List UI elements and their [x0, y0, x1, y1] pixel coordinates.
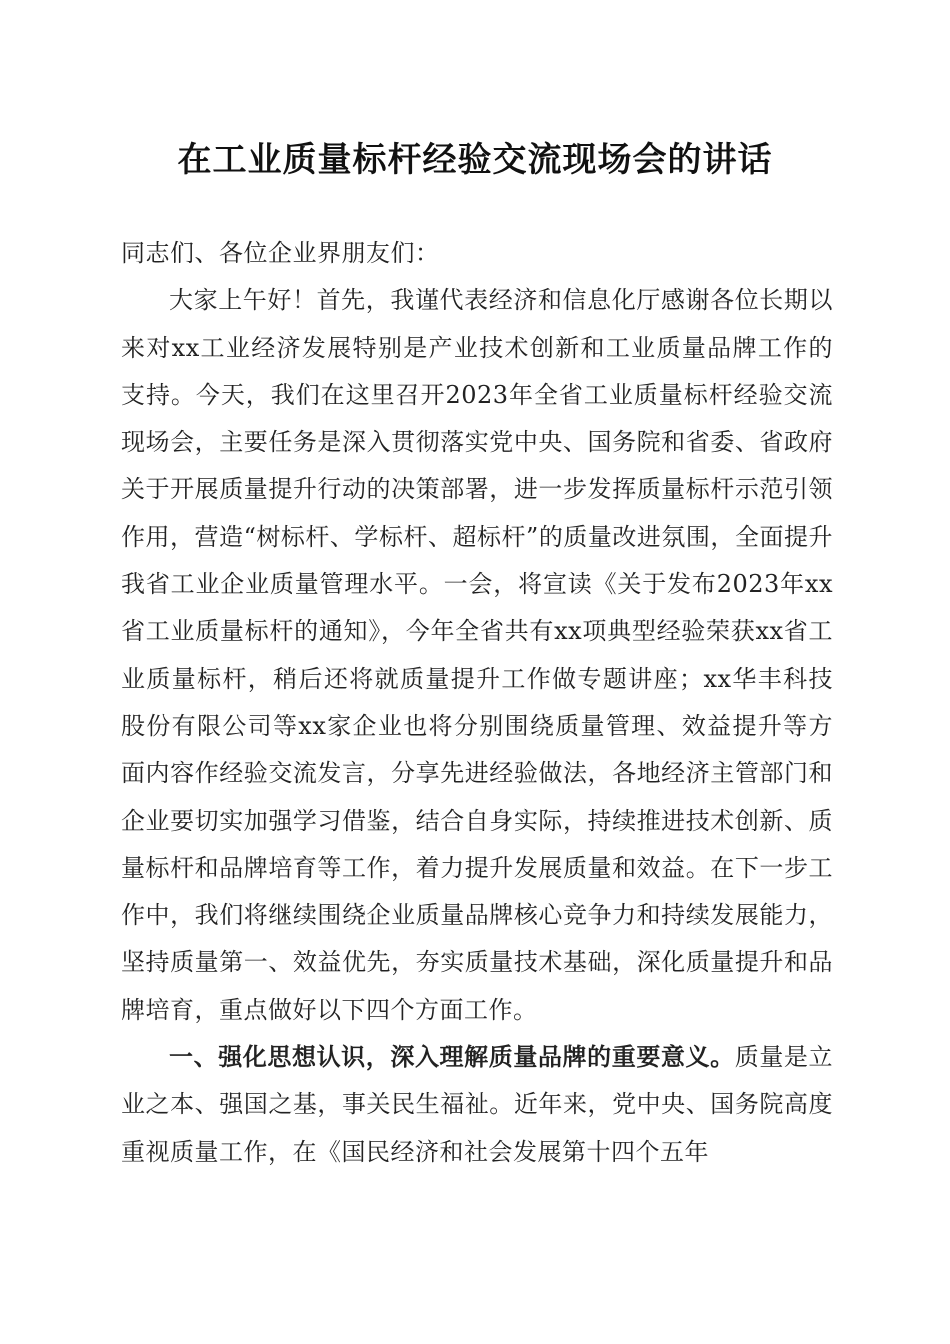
page-title: 在工业质量标杆经验交流现场会的讲话 [177, 140, 773, 180]
salutation: 同志们、各位企业界朋友们： [121, 239, 440, 267]
section-1-text: 质量是立业之本、强国之基，事关民生福祉。近年来，党中央、国务院高度重视质量工作，在《国民经济和社会发展第十四个五年 [121, 1043, 834, 1166]
opening-paragraph: 大家上午好！首先，我谨代表经济和信息化厅感谢各位长期以来对xx工业经济发展特别是产业技术创新和工业质量品牌工作的支持。今天，我们在这里召开2023年全省工业质量标杆经验交流现场会，主要任务是深入贯彻落实党中央、国务院和省委、省政府关于开展质量提升行动的决策部署，进一步发挥质量标杆示范引领作用，营造“树标杆、学标杆、超标杆”的质量改进氛围，全面提升我省工业企业质量管理水平。一会，将宣读《关于发布2023年xx省工业质量标杆的通知》，今年全省共有xx项典型经验荣获xx省工业质量标杆，稍后还将就质量提升工作做专题讲座；xx华丰科技股份有限公司等xx家企业也将分别围绕质量管理、效益提升等方面内容作经验交流发言，分享先进经验做法，各地经济主管部门和企业要切实加强学习借鉴，结合自身实际，持续推进技术创新、质量标杆和品牌培育等工作，着力提升发展质量和效益。在下一步工作中，我们将继续围绕企业质量品牌核心竞争力和持续发展能力，坚持质量第一、效益优先，夯实质量技术基础，深化质量提升和品牌培育，重点做好以下四个方面工作。 [121, 286, 833, 1024]
section-1-paragraph [121, 1034, 833, 1176]
document-body [121, 230, 833, 1176]
section-1-heading: 一、强化思想认识，深入理解质量品牌的重要意义。 [169, 1043, 735, 1072]
